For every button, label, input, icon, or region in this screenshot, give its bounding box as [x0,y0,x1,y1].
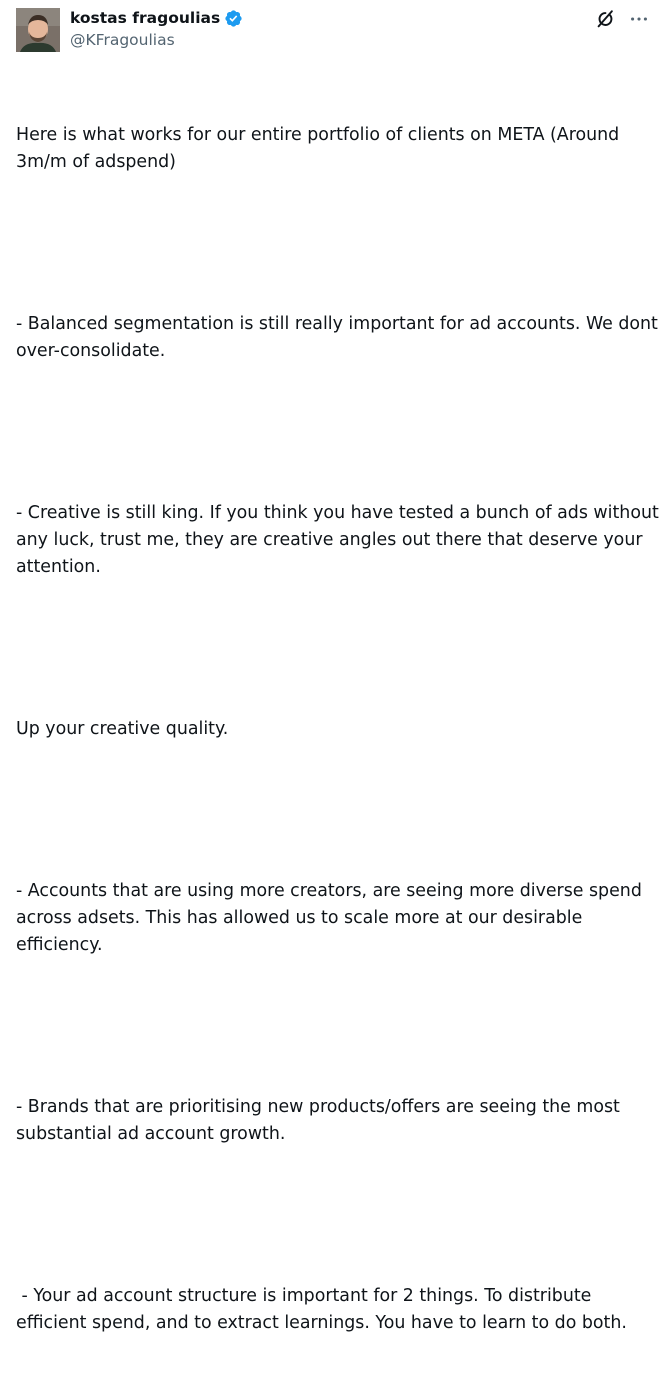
tweet-paragraph: - Your ad account structure is important for 2 things. To distribute efficient spend, and to extract learnings. You have to learn to do both. [16,1286,627,1333]
tweet-header [16,8,650,58]
tweet-paragraph: - Creative is still king. If you think you have tested a bunch of ads without any luck, trust me, they are creative angles out there that deserve your attention. [16,503,665,577]
paragraph-gap [16,230,661,257]
author-identity [70,8,243,49]
tweet-paragraph: Here is what works for our entire portfolio of clients on META (Around 3m/m of adspend) [16,125,625,172]
paragraph-gap [16,1202,661,1229]
more-horizontal-icon[interactable] [628,8,650,30]
tweet-text [16,68,665,1391]
tweet-paragraph: Up your creative quality. [16,719,229,739]
paragraph-gap [16,419,661,446]
tweet-actions [594,8,650,30]
author-handle[interactable]: @KFragoulias [70,31,175,49]
avatar[interactable] [16,8,60,52]
paragraph-gap [16,797,661,824]
paragraph-gap [16,1013,661,1040]
avatar-image [16,8,60,52]
grok-icon[interactable] [594,8,616,30]
paragraph-gap [16,635,661,662]
tweet-paragraph: - Accounts that are using more creators, are seeing more diverse spend across adsets. This has allowed us to scale more at our desirable efficiency. [16,881,648,955]
name-row [70,8,243,28]
author-display-name[interactable]: kostas fragoulias [70,9,221,27]
tweet-paragraph: - Balanced segmentation is still really important for ad accounts. We dont over-consolidate. [16,314,664,361]
tweet-paragraph: - Brands that are prioritising new products/offers are seeing the most substantial ad account growth. [16,1097,626,1144]
verified-badge-icon[interactable] [224,9,243,28]
